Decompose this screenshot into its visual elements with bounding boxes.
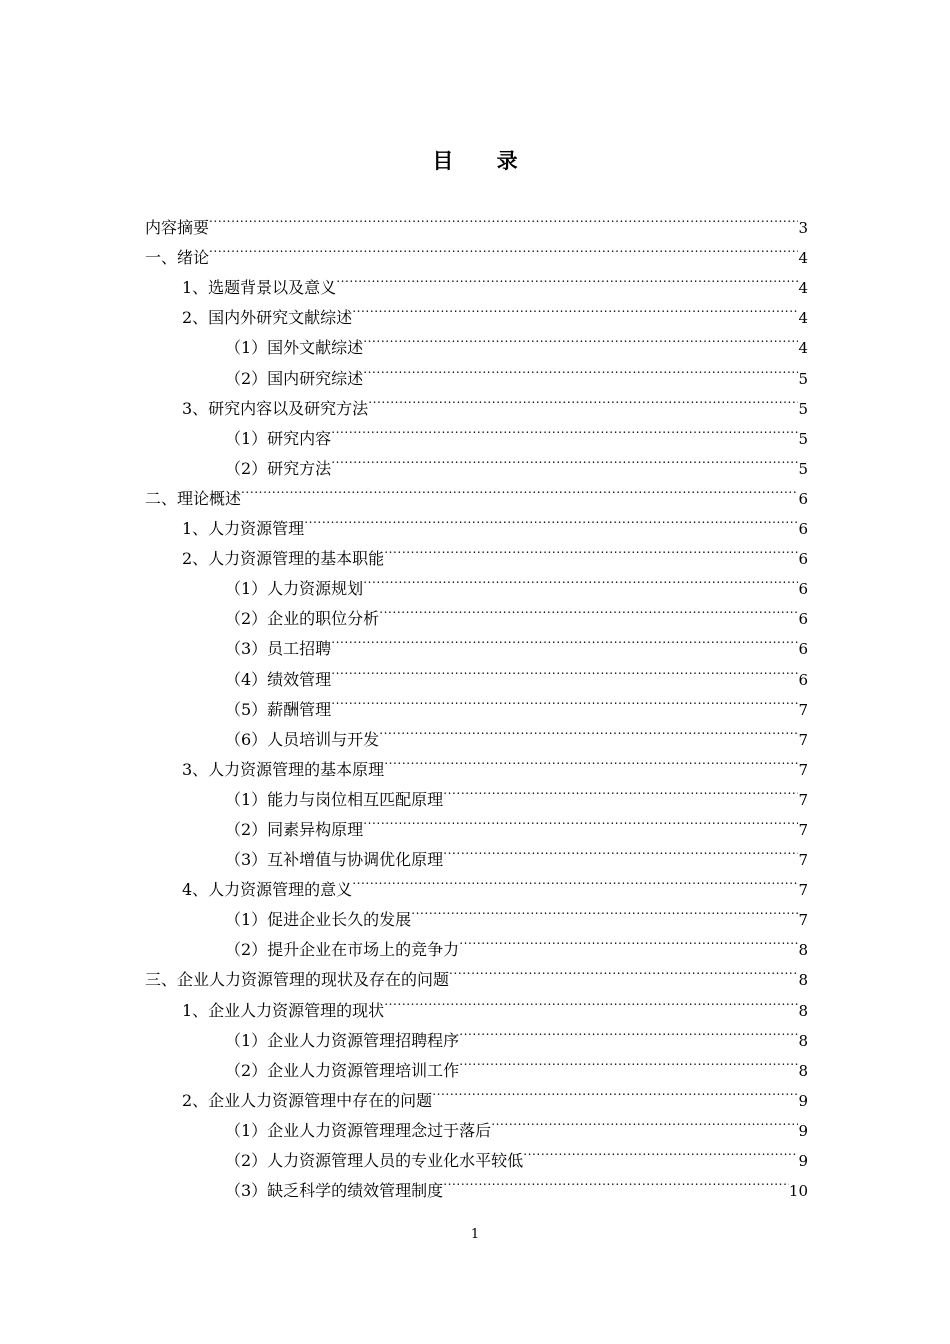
toc-entry-page: 5 bbox=[798, 429, 808, 448]
toc-dot-leader bbox=[523, 1136, 798, 1166]
toc-dot-leader bbox=[384, 534, 798, 564]
toc-entry-text: （2）国内研究综述 bbox=[225, 368, 364, 388]
toc-dot-leader bbox=[368, 384, 798, 414]
toc-entry-text: （2）提升企业在市场上的竞争力 bbox=[225, 940, 460, 960]
toc-dot-leader bbox=[331, 624, 798, 654]
toc-entry-text: 2、人力资源管理的基本职能 bbox=[182, 549, 385, 569]
toc-entry-page: 3 bbox=[798, 219, 808, 238]
toc-entry[interactable] bbox=[145, 203, 808, 238]
table-of-contents bbox=[145, 203, 808, 1201]
toc-entry-text: （1）企业人力资源管理招聘程序 bbox=[225, 1030, 460, 1050]
toc-dot-leader bbox=[363, 353, 798, 383]
toc-entry-text: （1）促进企业长久的发展 bbox=[225, 910, 412, 930]
toc-dot-leader bbox=[304, 504, 798, 534]
toc-dot-leader bbox=[363, 323, 798, 353]
toc-entry-text: （2）企业的职位分析 bbox=[225, 609, 380, 629]
toc-entry-page: 5 bbox=[798, 459, 808, 478]
toc-entry-page: 4 bbox=[798, 309, 808, 328]
toc-entry-text: 内容摘要 bbox=[145, 218, 210, 238]
toc-entry-page: 8 bbox=[798, 941, 808, 960]
toc-entry-page: 7 bbox=[798, 881, 808, 900]
toc-entry-page: 8 bbox=[798, 1061, 808, 1080]
page-number: 1 bbox=[470, 1227, 480, 1242]
toc-entry-page: 6 bbox=[798, 520, 808, 539]
toc-entry-text: （1）研究内容 bbox=[225, 428, 332, 448]
toc-dot-leader bbox=[241, 474, 798, 504]
toc-entry-page: 7 bbox=[798, 911, 808, 930]
toc-dot-leader bbox=[363, 805, 798, 835]
toc-entry-text: （3）缺乏科学的绩效管理制度 bbox=[225, 1181, 444, 1201]
toc-entry-text: 3、人力资源管理的基本原理 bbox=[182, 759, 385, 779]
toc-entry-text: 二、理论概述 bbox=[145, 488, 242, 508]
toc-entry-page: 8 bbox=[798, 971, 808, 990]
toc-entry-page: 6 bbox=[798, 610, 808, 629]
toc-entry-page: 7 bbox=[798, 851, 808, 870]
toc-entry-text: 2、企业人力资源管理中存在的问题 bbox=[182, 1090, 433, 1110]
toc-entry-text: 1、人力资源管理 bbox=[182, 519, 305, 539]
toc-entry-page: 4 bbox=[798, 339, 808, 358]
toc-entry-text: （1）能力与岗位相互匹配原理 bbox=[225, 789, 444, 809]
toc-entry-text: 一、绪论 bbox=[145, 248, 210, 268]
toc-entry-page: 6 bbox=[798, 580, 808, 599]
toc-entry-page: 7 bbox=[798, 700, 808, 719]
toc-entry-text: 1、选题背景以及意义 bbox=[182, 278, 337, 298]
toc-title: 目 录 bbox=[432, 148, 536, 173]
toc-entry-text: （2）同素异构原理 bbox=[225, 819, 364, 839]
toc-dot-leader bbox=[352, 865, 798, 895]
toc-entry-page: 6 bbox=[798, 640, 808, 659]
toc-dot-leader bbox=[379, 594, 798, 624]
toc-entry-text: 4、人力资源管理的意义 bbox=[182, 880, 353, 900]
toc-entry-page: 4 bbox=[798, 279, 808, 298]
toc-entry-text: （6）人员培训与开发 bbox=[225, 729, 380, 749]
toc-entry-text: （5）薪酬管理 bbox=[225, 699, 332, 719]
toc-dot-leader bbox=[209, 233, 798, 263]
toc-dot-leader bbox=[352, 293, 798, 323]
toc-dot-leader bbox=[443, 835, 798, 865]
toc-dot-leader bbox=[443, 1166, 789, 1196]
toc-dot-leader bbox=[331, 414, 798, 444]
toc-entry-page: 7 bbox=[798, 730, 808, 749]
toc-dot-leader bbox=[336, 263, 798, 293]
toc-entry-text: （1）企业人力资源管理理念过于落后 bbox=[225, 1120, 492, 1140]
toc-dot-leader bbox=[209, 203, 798, 233]
toc-entry-page: 5 bbox=[798, 399, 808, 418]
toc-dot-leader bbox=[432, 1076, 798, 1106]
toc-dot-leader bbox=[331, 444, 798, 474]
toc-dot-leader bbox=[363, 564, 798, 594]
toc-dot-leader bbox=[459, 1046, 798, 1076]
toc-entry-text: （1）国外文献综述 bbox=[225, 338, 364, 358]
toc-entry-page: 4 bbox=[798, 249, 808, 268]
toc-entry-text: （2）人力资源管理人员的专业化水平较低 bbox=[225, 1151, 524, 1170]
toc-dot-leader bbox=[331, 685, 798, 715]
toc-entry-page: 6 bbox=[798, 489, 808, 508]
toc-entry-text: （2）企业人力资源管理培训工作 bbox=[225, 1060, 460, 1080]
toc-entry-text: （3）员工招聘 bbox=[225, 639, 332, 659]
toc-dot-leader bbox=[379, 715, 798, 745]
toc-entry-text: （3）互补增值与协调优化原理 bbox=[225, 850, 444, 870]
toc-dot-leader bbox=[384, 745, 798, 775]
toc-entry[interactable] bbox=[145, 263, 808, 298]
toc-entry-page: 7 bbox=[798, 790, 808, 809]
toc-entry-page: 9 bbox=[798, 1121, 808, 1140]
toc-entry-text: （1）人力资源规划 bbox=[225, 579, 364, 599]
toc-entry-text: 1、企业人力资源管理的现状 bbox=[182, 1000, 385, 1020]
toc-entry-text: （4）绩效管理 bbox=[225, 669, 332, 689]
toc-entry-page: 9 bbox=[798, 1091, 808, 1110]
toc-entry-page: 8 bbox=[798, 1001, 808, 1020]
toc-entry-page: 6 bbox=[798, 670, 808, 689]
toc-entry-page: 9 bbox=[798, 1152, 808, 1170]
toc-entry-page: 8 bbox=[798, 1031, 808, 1050]
toc-dot-leader bbox=[459, 1016, 798, 1046]
toc-entry[interactable] bbox=[145, 233, 808, 268]
toc-dot-leader bbox=[443, 775, 798, 805]
toc-entry-page: 7 bbox=[798, 820, 808, 839]
toc-dot-leader bbox=[411, 895, 798, 925]
toc-entry-text: （2）研究方法 bbox=[225, 458, 332, 478]
toc-entry-page: 7 bbox=[798, 760, 808, 779]
toc-dot-leader bbox=[491, 1106, 798, 1136]
toc-entry-page: 5 bbox=[798, 369, 808, 388]
toc-entry-page: 10 bbox=[788, 1182, 808, 1201]
toc-entry[interactable] bbox=[145, 474, 808, 508]
toc-dot-leader bbox=[459, 925, 798, 955]
toc-entry-text: 3、研究内容以及研究方法 bbox=[182, 398, 369, 418]
toc-dot-leader bbox=[331, 654, 798, 684]
toc-dot-leader bbox=[384, 985, 798, 1015]
toc-entry-text: 2、国内外研究文献综述 bbox=[182, 308, 353, 328]
toc-entry-page: 6 bbox=[798, 550, 808, 569]
toc-entry[interactable] bbox=[145, 504, 808, 539]
toc-entry-text: 三、企业人力资源管理的现状及存在的问题 bbox=[145, 970, 450, 990]
toc-dot-leader bbox=[449, 955, 798, 985]
